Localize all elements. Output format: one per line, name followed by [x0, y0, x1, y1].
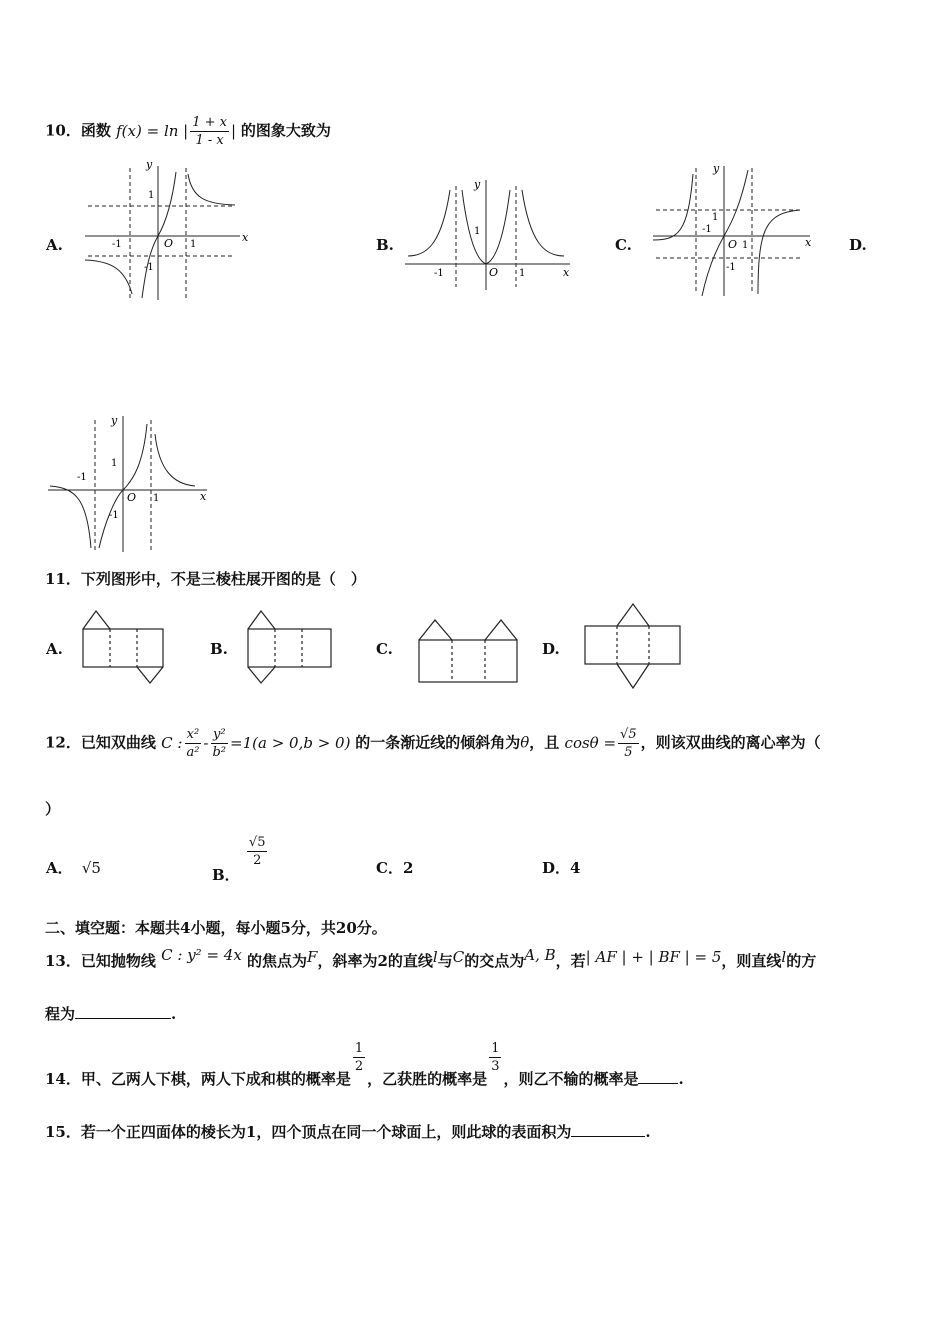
q12-stem: 12．已知双曲线 C : $\frac{\text{x²}}{\text{a²}}$ - $\frac{\text{y²}}{\text{b²}}$ =1(a > 0,b > 0) 的一条渐近线的倾斜角为θ，且 cosθ = $\frac{√5}{5}$ ，则该双曲线的离心率为（ — [45, 727, 821, 760]
svg-text:-1: -1 — [77, 472, 87, 483]
q11-stem: 11．下列图形中，不是三棱柱展开图的是（ ） — [45, 570, 366, 588]
q12-option-b[interactable]: B． $\frac{√5}{2}$ — [212, 835, 266, 884]
q14-answer-blank[interactable] — [638, 1083, 678, 1084]
svg-text:O: O — [489, 266, 499, 279]
section-2-heading: 二、填空题：本题共4小题，每小题5分，共20分。 — [45, 919, 387, 937]
q10-graph-c — [648, 158, 828, 298]
curve-left — [50, 486, 91, 548]
svg-text:1: 1 — [519, 268, 526, 279]
svg-text:-1: -1 — [726, 262, 736, 273]
svg-text:x: x — [563, 266, 570, 279]
q13-answer-blank[interactable] — [75, 1018, 171, 1019]
curve-right — [188, 174, 235, 205]
q10-option-d-label[interactable]: D. — [849, 236, 867, 254]
q11-net-a — [80, 605, 170, 685]
q14-stem: 14．甲、乙两人下棋，两人下成和棋的概率是 $\frac{1}{2}$ ，乙获胜的概率是 $\frac{1}{3}$ ，则乙不输的概率是 . — [45, 1041, 684, 1088]
svg-text:1: 1 — [111, 458, 118, 469]
q11-option-d-label[interactable]: D. — [542, 640, 560, 658]
q11-net-d — [582, 600, 684, 692]
svg-text:1: 1 — [148, 190, 155, 201]
svg-text:y: y — [146, 158, 153, 171]
q10-function: f(x) = ln | $\frac{1 + x}{1 - x}$ | — [116, 115, 237, 148]
q10-option-a-label[interactable]: A. — [46, 236, 63, 254]
svg-text:-1: -1 — [112, 239, 122, 250]
q12-cos-condition: cosθ = $\frac{√5}{5}$ — [564, 727, 637, 760]
q12-option-a[interactable]: A． √5 — [46, 859, 101, 877]
q15-stem: 15．若一个正四面体的棱长为1，四个顶点在同一个球面上，则此球的表面积为 . — [45, 1123, 651, 1141]
q11-net-c — [416, 616, 522, 686]
curve-right — [155, 434, 195, 486]
q11-option-c-label[interactable]: C. — [376, 640, 393, 658]
svg-text:y: y — [713, 162, 720, 175]
svg-text:-1: -1 — [109, 510, 119, 521]
svg-text:1: 1 — [190, 239, 197, 250]
q15-answer-blank[interactable] — [571, 1136, 645, 1137]
svg-text:O: O — [127, 491, 137, 504]
q12-option-c[interactable]: C．2 — [376, 859, 414, 877]
q11-option-a-label[interactable]: A. — [46, 640, 63, 658]
q13-line2: 程为 . — [45, 1005, 177, 1023]
svg-text:1: 1 — [474, 226, 481, 237]
svg-text:-1: -1 — [434, 268, 444, 279]
svg-text:-1: -1 — [144, 262, 154, 273]
svg-text:1: 1 — [712, 212, 719, 223]
svg-text:1: 1 — [742, 240, 749, 251]
svg-text:y: y — [111, 414, 118, 427]
curve-left — [653, 174, 693, 240]
svg-text:O: O — [164, 237, 174, 250]
q11-net-b — [245, 605, 335, 685]
curve-right — [758, 210, 800, 294]
curve-left — [408, 190, 450, 256]
svg-text:y: y — [474, 178, 481, 191]
curve-right — [522, 190, 564, 256]
q13-stem: 13．已知抛物线 C : y² = 4x 的焦点为F，斜率为2的直线l与C的交点为A, B，若| AF | + | BF | = 5，则直线l的方 — [45, 946, 817, 970]
svg-text:x: x — [805, 236, 812, 249]
q10-graph-d — [45, 410, 220, 555]
svg-text:O: O — [728, 238, 738, 251]
q10-option-b-label[interactable]: B. — [376, 236, 394, 254]
q11-option-b-label[interactable]: B. — [210, 640, 228, 658]
q10-graph-b — [400, 172, 580, 292]
q10-stem: 10．函数 f(x) = ln | $\frac{1 + x}{1 - x}$ | 的图象大致为 — [45, 115, 331, 148]
svg-text:x: x — [200, 490, 207, 503]
q10-graph-a — [80, 158, 250, 303]
svg-text:-1: -1 — [702, 224, 712, 235]
curve-left — [85, 260, 132, 294]
q12-option-d[interactable]: D．4 — [542, 859, 581, 877]
q10-option-c-label[interactable]: C. — [615, 236, 632, 254]
svg-text:x: x — [242, 231, 249, 244]
q12-hyperbola-equation: C : $\frac{\text{x²}}{\text{a²}}$ - $\frac{\text{y²}}{\text{b²}}$ =1(a > 0,b > 0) — [161, 727, 351, 760]
svg-text:1: 1 — [153, 493, 160, 504]
q12-close-paren: ） — [45, 800, 61, 818]
